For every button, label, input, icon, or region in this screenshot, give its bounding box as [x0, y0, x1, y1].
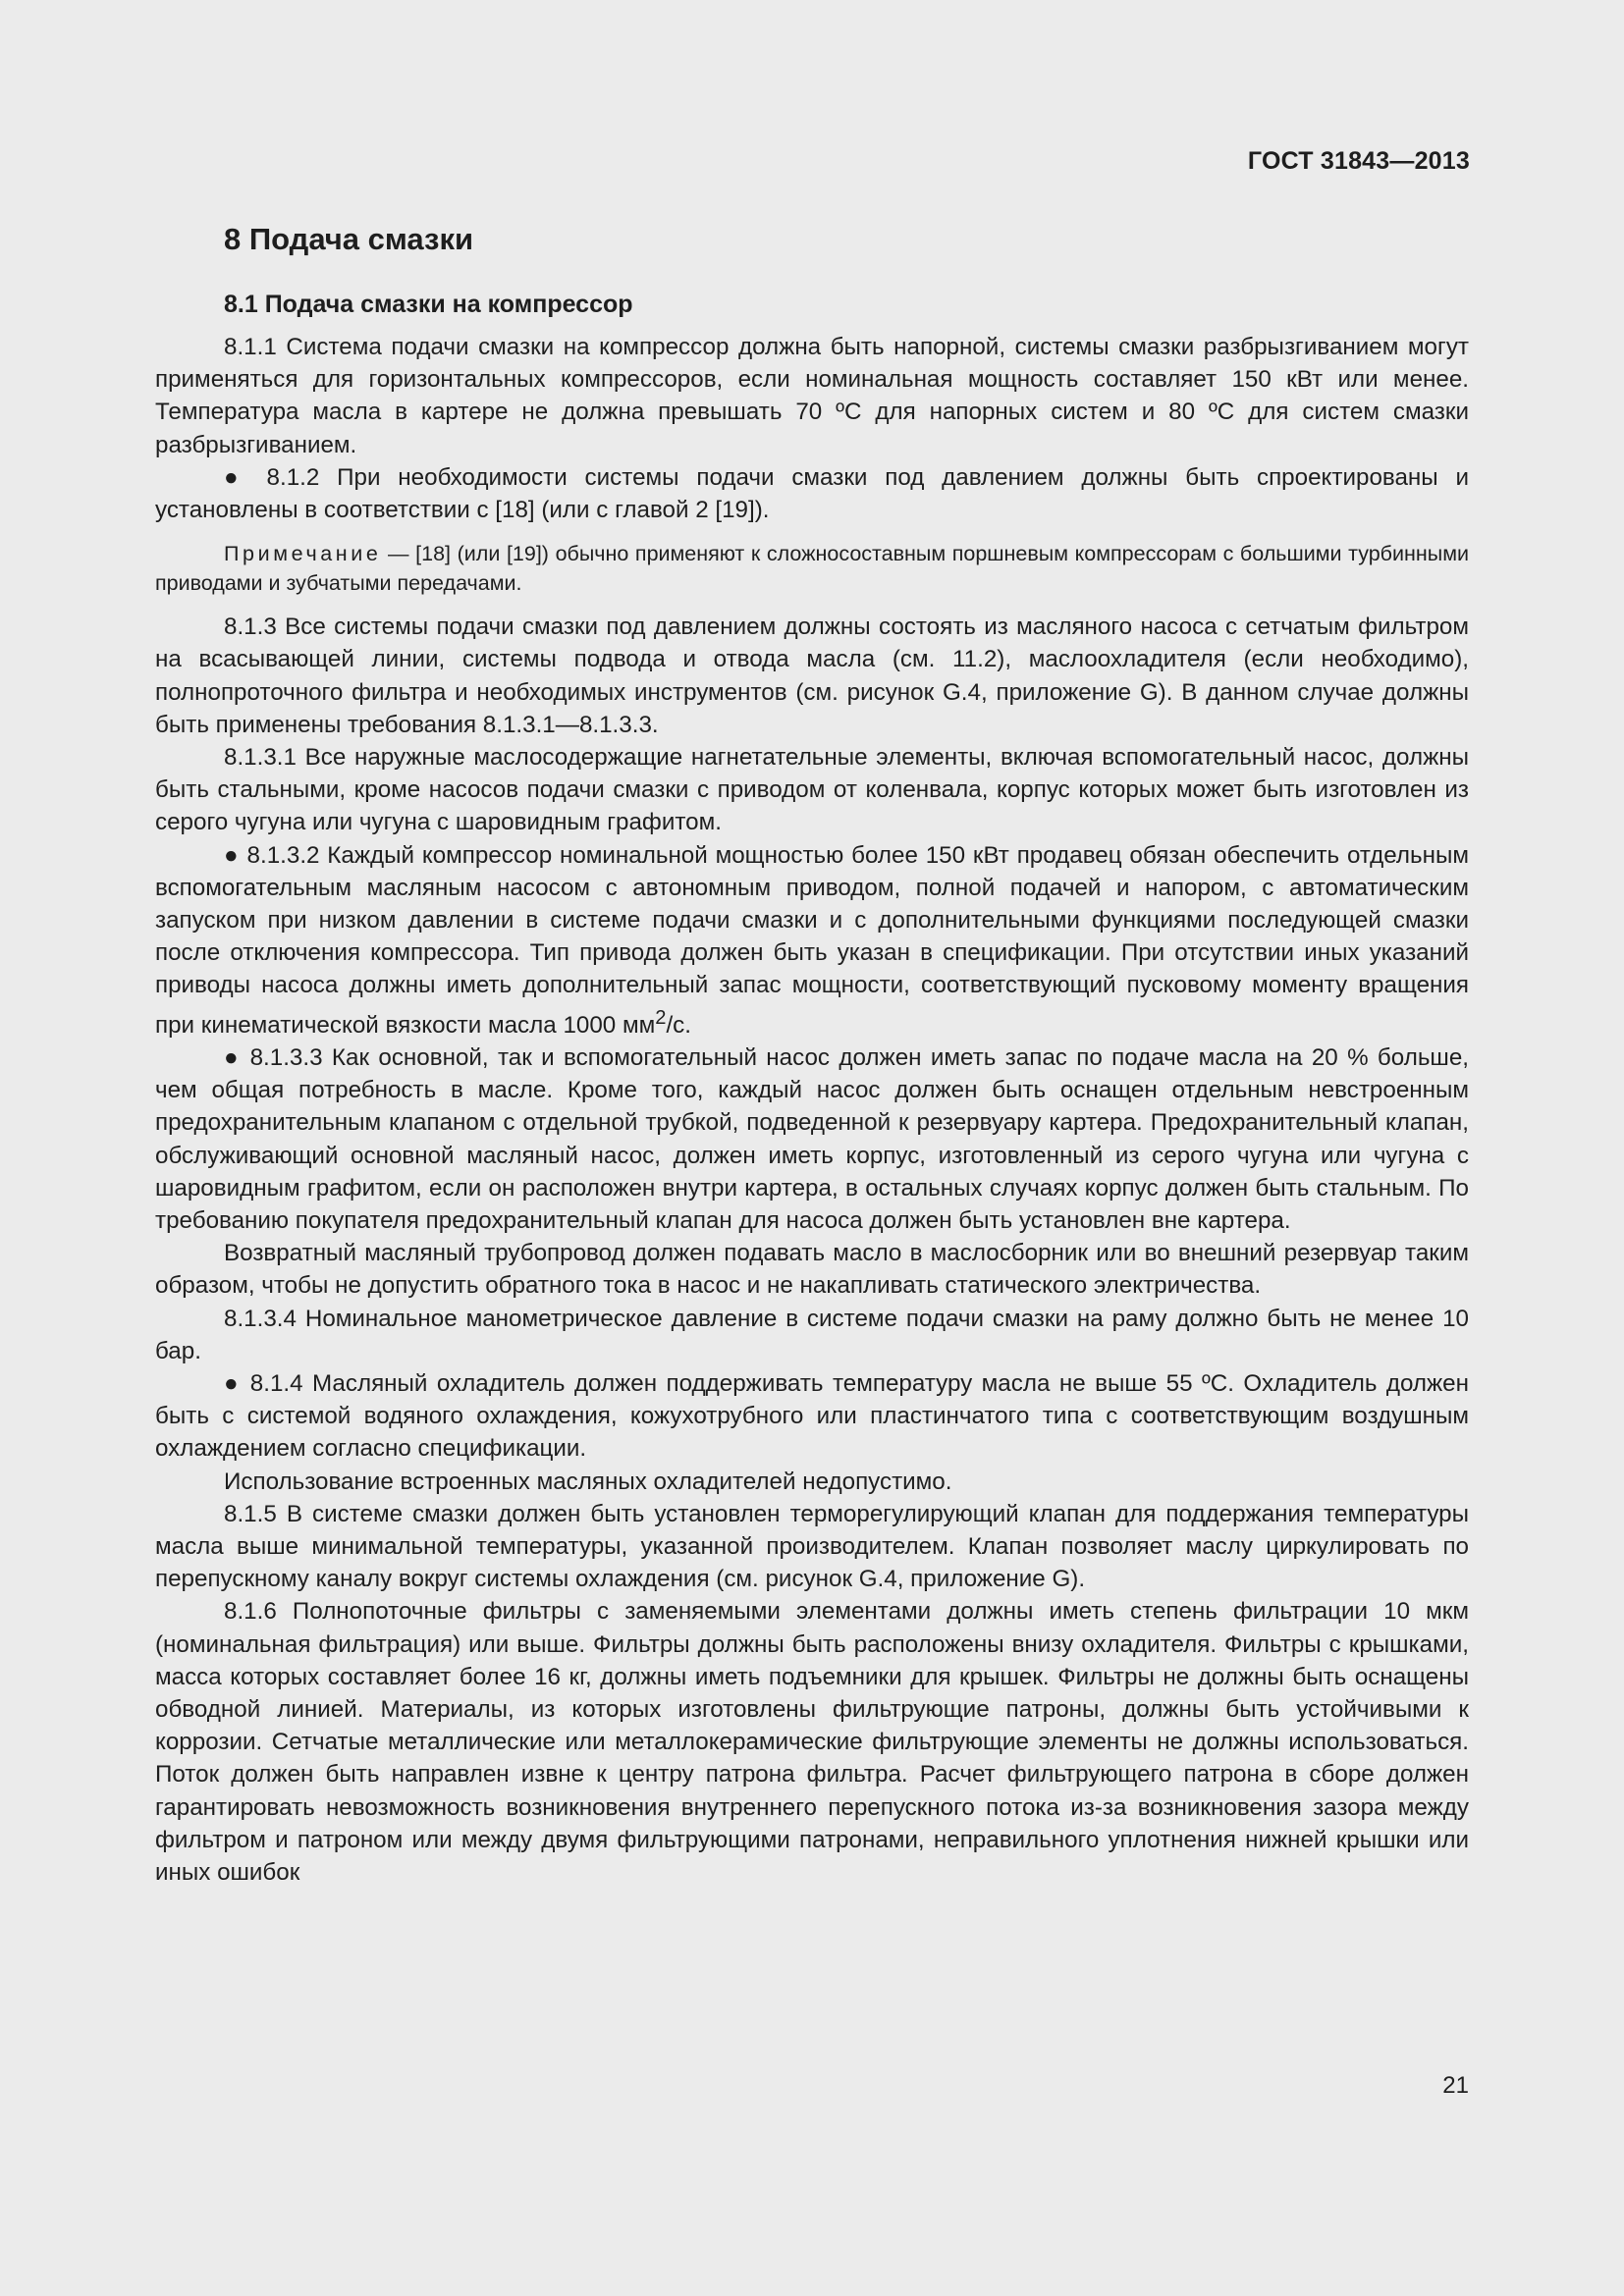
paragraph-8-1-3: 8.1.3 Все системы подачи смазки под давлением должны состоять из масляного насоса с сетчатым фильтром на всасывающей линии, системы подвода и отвода масла (см. 11.2), маслоохладителя (если необходимо), полнопроточного фильтра и необходимых инструментов (см. рисунок G.4, приложение G). В данном случае должны быть применены требования 8.1.3.1—8.1.3.3.: [155, 614, 1469, 738]
unit-per-second: /с.: [666, 1011, 691, 1039]
page-number: 21: [1442, 2072, 1469, 2099]
subsection-title: 8.1 Подача смазки на компрессор: [224, 291, 633, 318]
note-text: — [18] (или [19]) обычно применяют к сложносоставным поршневым компрессорам с большими турбинными приводами и зубчатыми передачами.: [155, 542, 1469, 596]
paragraph-builtin-coolers: Использование встроенных масляных охладителей недопустимо.: [224, 1468, 952, 1495]
paragraph-8-1-3-2: [155, 839, 1469, 1041]
document-body: [155, 222, 1469, 1889]
note: [155, 539, 1469, 598]
paragraph-8-1-5: 8.1.5 В системе смазки должен быть установлен терморегулирующий клапан для поддержания температуры масла выше минимальной температуры, указанной производителем. Клапан позволяет маслу циркулировать по перепускному каналу вокруг системы охлаждения (см. рисунок G.4, приложение G).: [155, 1500, 1469, 1593]
paragraph-8-1-3-3: ● 8.1.3.3 Как основной, так и вспомогательный насос должен иметь запас по подаче масла на 20 % больше, чем общая потребность в масле. Кроме того, каждый насос должен быть оснащен отдельным невстроенным предохранительным клапаном с отдельной трубкой, подведенной к резервуару картера. Предохранительный клапан, обслуживающий основной масляный насос, должен иметь корпус, изготовленный из серого чугуна или чугуна с шаровидным графитом, если он расположен внутри картера, в остальных случаях корпус должен быть стальным. По требованию покупателя предохранительный клапан для насоса должен быть установлен вне картера.: [155, 1043, 1469, 1234]
standard-designation: ГОСТ 31843—2013: [1247, 147, 1470, 175]
paragraph-8-1-1: 8.1.1 Система подачи смазки на компрессор должна быть напорной, системы смазки разбрызгиванием могут применяться для горизонтальных компрессоров, если номинальная мощность составляет 150 кВт или менее. Температура масла в картере не должна превышать 70 ºС для напорных систем и 80 ºС для систем смазки разбрызгиванием.: [155, 334, 1469, 458]
paragraph-8-1-3-4: 8.1.3.4 Номинальное манометрическое давление в системе подачи смазки на раму должно быть не менее 10 бар.: [155, 1305, 1469, 1364]
paragraph-8-1-6: 8.1.6 Полнопоточные фильтры с заменяемыми элементами должны иметь степень фильтрации 10 мкм (номинальная фильтрация) или выше. Фильтры должны быть расположены внизу охладителя. Фильтры с крышками, масса которых составляет более 16 кг, должны иметь подъемники для крышек. Фильтры не должны быть оснащены обводной линией. Материалы, из которых изготовлены фильтрующие патроны, должны быть устойчивыми к коррозии. Сетчатые металлические или металлокерамические фильтрующие элементы не должны использоваться. Поток должен быть направлен извне к центру патрона фильтра. Расчет фильтрующего патрона в сборе должен гарантировать невозможность возникновения внутреннего перепускного потока из-за возникновения зазора между фильтром и патроном или между двумя фильтрующими патронами, неправильного уплотнения нижней крышки или иных ошибок: [155, 1598, 1469, 1886]
paragraph-return-pipeline: Возвратный масляный трубопровод должен подавать масло в маслосборник или во внешний резервуар таким образом, чтобы не допустить обратного тока в насос и не накапливать статического электричества.: [155, 1240, 1469, 1300]
superscript-2: 2: [655, 1006, 667, 1029]
paragraph-8-1-3-2-text: ● 8.1.3.2 Каждый компрессор номинальной мощностью более 150 кВт продавец обязан обеспечить отдельным вспомогательным масляным насосом с автономным приводом, полной подачей и напором, с автоматическим запуском при низком давлении в системе подачи смазки и с дополнительными функциями последующей смазки после отключения компрессора. Тип привода должен быть указан в спецификации. При отсутствии иных указаний приводы насоса должны иметь дополнительный запас мощности, соответствующий пусковому моменту вращения при кинематической вязкости масла 1000 мм: [155, 841, 1469, 1039]
note-label: Примечание: [224, 542, 382, 566]
paragraph-8-1-4: ● 8.1.4 Масляный охладитель должен поддерживать температуру масла не выше 55 ºС. Охладитель должен быть с системой водяного охлаждения, кожухотрубного или пластинчатого типа с соответствующим воздушным охлаждением согласно спецификации.: [155, 1369, 1469, 1463]
paragraph-8-1-2: ● 8.1.2 При необходимости системы подачи смазки под давлением должны быть спроектированы и установлены в соответствии с [18] (или с главой 2 [19]).: [155, 463, 1469, 524]
paragraph-8-1-3-1: 8.1.3.1 Все наружные маслосодержащие нагнетательные элементы, включая вспомогательный насос, должны быть стальными, кроме насосов подачи смазки с приводом от коленвала, корпус которых может быть изготовлен из серого чугуна или чугуна с шаровидным графитом.: [155, 744, 1469, 836]
section-title: 8 Подача смазки: [224, 222, 474, 256]
